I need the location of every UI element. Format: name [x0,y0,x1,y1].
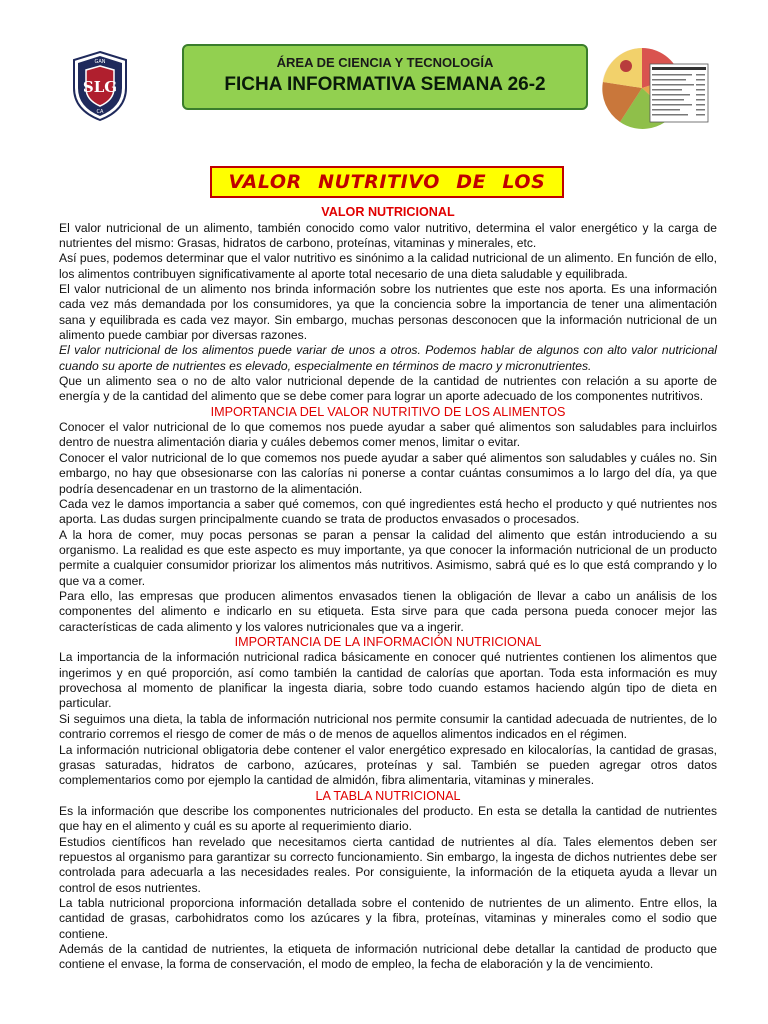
paragraph: A la hora de comer, muy pocas personas se paran a pensar la calidad del alimento que están introduciendo a su organismo. La realidad es que este aspecto es muy importante, ya que conocer la información nutricional de un producto permite a cualquier consumidor priorizar los alimentos más nutritivos. Asimismo, sabrá qué es lo que está comprando y lo que va a comer. [59,527,717,588]
paragraph: El valor nutricional de un alimento, también conocido como valor nutritivo, determina el valor energético y la carga de nutrientes del mismo: Grasas, hidratos de carbono, proteínas, vitaminas y minerales, etc. [59,220,717,250]
food-nutrition-image [600,46,710,130]
paragraph: Si seguimos una dieta, la tabla de información nutricional nos permite consumir la cantidad adecuada de nutrientes, de lo contrario corremos el riesgo de comer de más o de menos de aquellos alimentos indicados en el régimen. [59,711,717,742]
main-title: VALOR NUTRITIVO DE LOS [228,171,546,193]
paragraph: Para ello, las empresas que producen alimentos envasados tienen la obligación de llevar a cabo un análisis de los componentes del alimento e indicarlo en su etiqueta. Esta sirve para que cada persona pueda conocer mejor las características de cada alimento y los valores nutricionales que va a ingerir. [59,588,717,634]
section-title-tabla-nutricional: LA TABLA NUTRICIONAL [315,788,461,803]
main-title-box [210,166,564,198]
area-title: ÁREA DE CIENCIA Y TECNOLOGÍA [276,55,494,70]
paragraph: Así pues, podemos determinar que el valor nutritivo es sinónimo a la calidad nutricional de un alimento. En función de ello, los alimentos contribuyen significativamente al aporte total necesario de una dieta saludable y equilibrada. [59,251,717,281]
document-body [59,205,717,973]
school-logo [70,50,130,122]
paragraph: Es la información que describe los componentes nutricionales del producto. En esta se detalla la cantidad de nutrientes que hay en el alimento y cuál es su aporte al requerimiento diario. [59,804,717,834]
paragraph: Estudios científicos han revelado que necesitamos cierta cantidad de nutrientes al día. Tales elementos deben ser repuestos al organismo para garantizar su correcto funcionamiento. Sin embargo, la ingesta de dichos nutrientes debe ser controlada para adecuarla a las necesidades reales. Por consiguiente, la información de la etiqueta ayuda a llevar un control de esos nutrientes. [59,834,717,895]
paragraph: Conocer el valor nutricional de lo que comemos nos puede ayudar a saber qué alimentos son saludables y cuáles no. Sin embargo, no hay que obsesionarse con las calorías ni ponerse a contar cuántas consumimos a lo largo del día, ya que podría desencadenar en un trastorno de la alimentación. [59,450,717,496]
paragraph: La tabla nutricional proporciona información detallada sobre el contenido de nutrientes de un alimento. Entre ellos, la cantidad de grasas, carbohidratos como los azúcares y la fibra, proteínas, vitaminas y minerales como el sodio que contiene. [59,896,717,941]
section-title-valor-nutricional: VALOR NUTRICIONAL [321,205,455,219]
header-banner [182,44,588,110]
ficha-title: FICHA INFORMATIVA SEMANA 26-2 [224,74,546,95]
paragraph: El valor nutricional de un alimento nos brinda información sobre los nutrientes que este nos aporta. Es una información cada vez más demandada por los consumidores, ya que la conciencia sobre la importancia de tener una alimentación sana y equilibrada es cada vez mayor. Sin embargo, muchas personas desconocen que la información nutricional de un alimento puede cambiar por diversas razones. [59,281,717,342]
section-title-importancia-informacion: IMPORTANCIA DE LA INFORMACIÓN NUTRICIONAL [234,634,542,649]
logo-bottom-letters: CA [96,109,104,115]
paragraph: Conocer el valor nutricional de lo que comemos nos puede ayudar a saber qué alimentos son saludables para incluirlos dentro de nuestra alimentación diaria y cuáles debemos comer menos, limitar o evitar. [59,420,717,450]
logo-text: SLG [82,78,118,96]
paragraph: La importancia de la información nutricional radica básicamente en conocer qué nutrientes contienen los alimentos que ingerimos y en qué proporción, así como también la cantidad de calorías que aportan. Toda esta información es muy provechosa al momento de planificar la ingesta diaria, sobre todo cuando estamos haciendo algún tipo de dieta en particular. [59,650,717,711]
paragraph: La información nutricional obligatoria debe contener el valor energético expresado en kilocalorías, la cantidad de grasas, grasas saturadas, hidratos de carbono, azúcares, proteínas y sal. También se pueden agregar otros datos complementarios como por ejemplo la cantidad de almidón, fibra alimentaria, vitaminas y minerales. [59,742,717,788]
paragraph-italic: El valor nutricional de los alimentos puede variar de unos a otros. Podemos hablar de algunos con alto valor nutricional cuando su aporte de nutrientes es elevado, especialmente en términos de macro y micronutrientes. [59,343,717,373]
logo-top-letters: GAN [94,59,106,65]
section-title-importancia-valor: IMPORTANCIA DEL VALOR NUTRITIVO DE LOS ALIMENTOS [210,404,566,419]
paragraph: Cada vez le damos importancia a saber qué comemos, con qué ingredientes está hecho el producto y qué nutrientes nos aporta. Las dudas surgen principalmente cuando se trata de productos envasados o procesados. [59,496,717,527]
paragraph: Que un alimento sea o no de alto valor nutricional depende de la cantidad de nutrientes con relación a su aporte de energía y de la cantidad del alimento que se debe comer para lograr un aporte adecuado de los componentes nutritivos. [59,373,717,404]
paragraph: Además de la cantidad de nutrientes, la etiqueta de información nutricional debe detallar la cantidad de producto que contiene el envase, la forma de conservación, el modo de empleo, la fecha de elaboración y la de vencimiento. [59,942,717,972]
